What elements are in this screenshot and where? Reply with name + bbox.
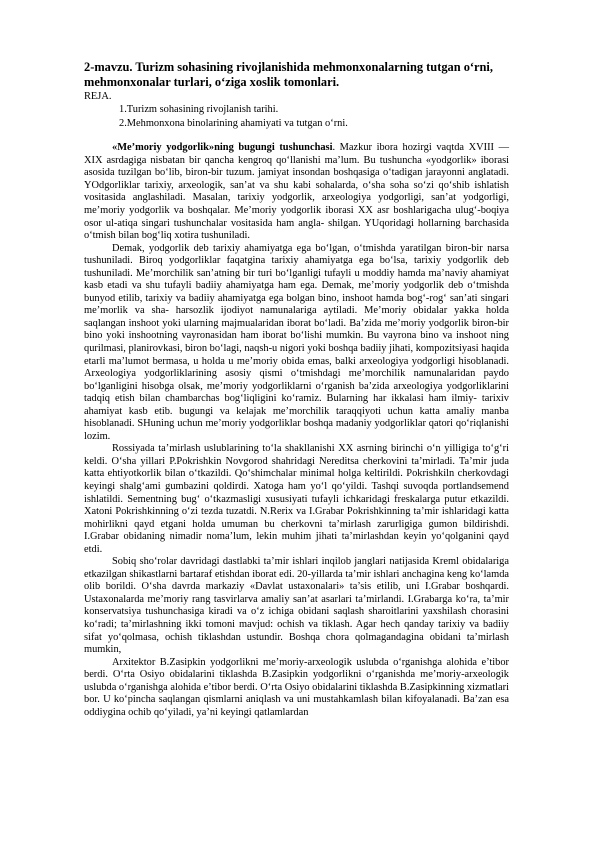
paragraph: Demak, yodgorlik deb tarixiy ahamiyatga ega bo‘lgan, o‘tmishda yaratilgan biron-bir narsa tushuniladi. Biroq yodgorliklar faqatgina tarixiy ahamiyatga ega bo‘lsa, tarixiy yodgorlik deb tushuniladi. Me’morchilik san’atning bir turi bo‘lganligi tufayli u moddiy hamda ma’naviy ahamiyat kasb etadi va shu tufayli badiiy ahamiyatga ham ega. Demak, me’moriy yodgorlik deb o‘tmishda bunyod etilib, tarixiy va badiiy ahamiyatga ega bolgan bino, inshoot hamda bog‘-rog‘ san’ati singari me’morlik va sha- harsozlik ijodiyot namunalariga aytiladi. Me’moriy obidalar yakka holda saqlangan inshoot yoki ularning majmualaridan iborat bo‘ladi. Ba’zida me’moriy yodgorlik biron-bir bino yoki inshootning vayronasidan ham iborat bo‘lishi mumkin. Bu vayrona bino va inshoot ning qurilmasi, planirovkasi, biron bo‘lagi, naqsh-u nigori yoki boshqa badiiy jihati, kompozitsiyasi haqida etarli ma’lumot bermasa, u holda u me’moriy obida emas, balki arxeologiya yodgorligi hisoblanadi. Arxeologiya yodgorliklarining asosiy qismi o‘tmishdagi me’morchilik namunalaridan paydo bo‘lganligini hisobga olsak, me’moriy yodgorliklarni o‘rganish ba’zida arxeologiya yodgorliklarini tadqiq etish bilan chambarchas bog‘liqligini ko‘ramiz. Bularning har ikkalasi ham ilmiy- tarixiv ahamiyat kasb etib. bugungi va kelajak me’morchilik taraqqiyoti uchun katta amaliy manba hisoblanadi. SHuning uchun me’moriy yodgorliklar boshqa madaniy yodgorliklar qatori qo‘riqlanishi lozim. [84, 242, 509, 442]
paragraph: Arxitektor B.Zasipkin yodgorlikni me’moriy-arxeologik uslubda o‘rganishga alohida e’tibor berdi. O‘rta Osiyo obidalarini tiklashda B.Zasipkin yodgorlikni o‘rganishda me’moriy-arxeologik uslubda o‘rganishga alohida e’tibor berdi. O‘rta Osiyo obidalarini tiklashda B.Zasipkinning xizmatlari bor. U ko‘pincha saqlangan qismlarni aniqlash va uni mustahkamlash bilan kifoyalanadi. Ba’zan esa oddiygina ochib qo‘yiladi, ya’ni keyingi qatlamlardan [84, 656, 509, 718]
plan-heading: REJA. [84, 91, 112, 102]
plan-item: 1.Turizm sohasining rivojlanish tarihi. [119, 104, 279, 116]
plan-item: 2.Mehmonxona binolarining ahamiyati va tutgan o‘rni. [119, 117, 348, 129]
paragraph-text: . Mazkur ibora hozirgi vaqtda XVIII — XIX asrdagiga nisbatan bir qancha kengroq qo‘llanishi ma’lum. Bu tushuncha «yodgorlik» iborasi asosida tuzilgan bo‘lib, biron-bir tuzum. jamiyat insondan boshqasiga o‘tadigan jarayonni anglatadi. YOdgorliklar tarixiy, arxeologik, san’at va shu kabi sohalarda, o‘sha soha so‘zi qo‘shib ishlatish vositasida anglashiladi. Masalan, tarixiy yodgorlik, arxeologiya yodgorligi, san’at yodgorligi, me’moriy yodgorlik va boshqalar. Me’moriy yodgorlik iborasi XX asr boshlarigacha ulug‘-boqiya osor ul-atiqa singari tushunchalar vositasida ham angla- shilgan. YUqoridagi hollarning barchasida o‘tmish bilan bog‘liq xotira tushuniladi. [84, 142, 509, 242]
spacer [84, 130, 509, 142]
plan-list [84, 103, 509, 130]
document-page [84, 60, 509, 719]
document-title: 2-mavzu. Turizm sohasining rivojlanishida mehmonxonalarning tutgan o‘rni, mehmonxonalar turlari, o‘ziga xoslik tomonlari. [84, 60, 493, 89]
paragraph: Sobiq sho‘rolar davridagi dastlabki ta’mir ishlari inqilob janglari natijasida Kreml obidalariga etkazilgan shikastlarni bartaraf etishdan iborat edi. 20-yillarda ta’mir ishlari anchagina keng ko‘lamda olib borildi. O‘sha davrda markaziy «Davlat ustaxonalari» ta’sis etilib, uni I.Grabar boshqardi. Ustaxonalarda me’moriy rang tasvirlarva amaliy san’at asarlari ta’mirlandi. I.Grabarga ko‘ra, ta’mir konservatsiya tushunchasiga kiradi va o‘z ichiga obidani saqlash sharoitlarini yaxshilash chorasini ko‘radi; ta’mirlashning ikki tomoni mavjud: ochish va tiklash. Agar hech qanday tarixiy va badiiy sifat yo‘qolmasa, ochish tiklashdan ustundir. Boshqa chora qolmagandagina obidani ta’mirlash mumkin, [84, 556, 509, 656]
paragraph-lead: «Me’moriy yodgorlik»ning bugungi tushunchasi [112, 142, 333, 154]
paragraph: Rossiyada ta’mirlash uslublarining to‘la shakllanishi XX asrning birinchi o‘n yilligiga to‘g‘ri keldi. O‘sha yillari P.Pokrishkin Novgorod shahridagi Nereditsa cherkovini ta’mirladi. Ta’mir juda katta ehtiyotkorlik bilan o‘tkazildi. Qo‘shimchalar minimal holga keltirildi. Pokrishkiln cherkovdagi keyingi shalg‘ami gumbazini qoldirdi. Xatoga ham yo‘l qo‘yildi. Tashqi suvoqda portlandsemend ishlatildi. Sementning bug‘ o‘tkazmasligi xususiyati tufayli ichkaridagi freskalarga putur etkazildi. Xatoni Pokrishkinning o‘zi tezda tuzatdi. N.Rerix va I.Grabar Pokrishkinning ta’mir ishlaridagi katta mohirlikni qayd etgani holda umuman bu cherkovni ta’mirlash zarurligiga gumon bildirishdi. I.Grabar obidaning nimadir noma’lum, lekin muhim jihati ta’mirlashdan keyin yo‘qolganini qayd etdi. [84, 443, 509, 555]
paragraph [84, 142, 509, 242]
